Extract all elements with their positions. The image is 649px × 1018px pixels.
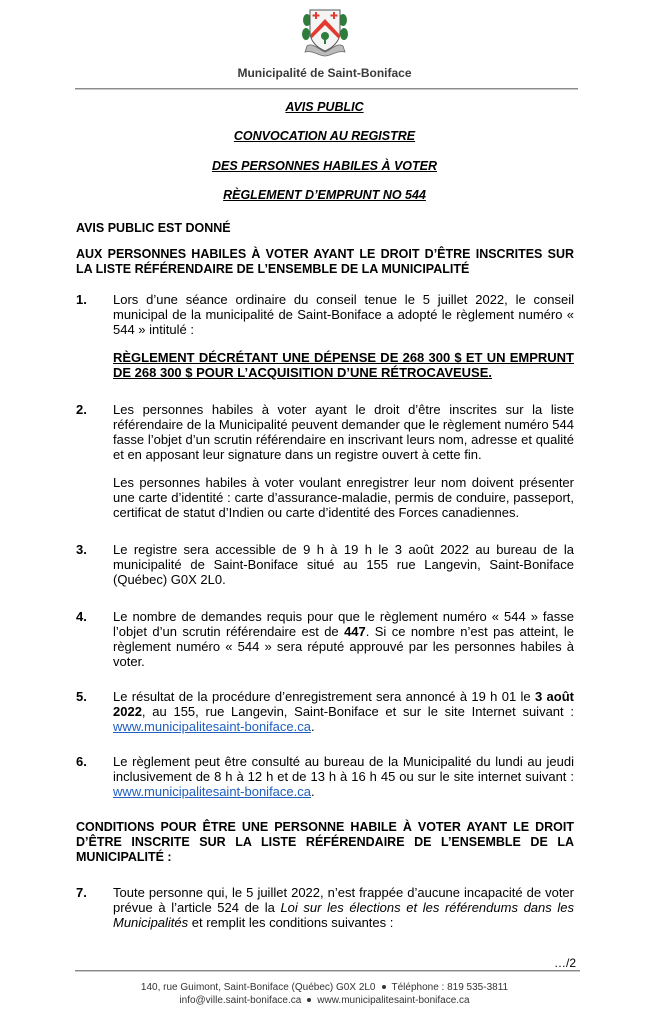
organization-name: Municipalité de Saint-Boniface [237, 66, 412, 80]
title-convocation: CONVOCATION AU REGISTRE [233, 129, 416, 143]
item-number: 6. [76, 754, 87, 769]
item-3-text: Le registre sera accessible de 9 h à 19 h le 3 août 2022 au bureau de la municipalité de Saint-Boniface situé au 155 rue Langevin, Saint-Boniface (Québec) G0X 2L0. [113, 542, 574, 587]
website-link[interactable]: www.municipalitesaint-boniface.ca [113, 719, 311, 734]
item-number: 7. [76, 885, 87, 900]
conditions-heading: CONDITIONS POUR ÊTRE UNE PERSONNE HABILE À VOTER AYANT LE DROIT D’ÊTRE INSCRITE SUR LA LISTE RÉFÉRENDAIRE DE L’ENSEMBLE DE LA MUNICIPALITÉ : [76, 820, 574, 864]
item-4-text [113, 609, 574, 669]
footer-phone: Téléphone : 819 535-3811 [391, 982, 509, 993]
title-reglement: RÈGLEMENT D’EMPRUNT NO 544 [223, 188, 426, 202]
item-7-text-b: et remplit les conditions suivantes : [188, 915, 394, 930]
intro-addressees: AUX PERSONNES HABILES À VOTER AYANT LE DROIT D’ÊTRE INSCRITES SUR LA LISTE RÉFÉRENDAIRE DE L’ENSEMBLE DE LA MUNICIPALITÉ [76, 247, 574, 276]
item-2-text: Les personnes habiles à voter ayant le droit d’être inscrites sur la liste référendaire de la Municipalité peuvent demander que le règlement numéro 544 fasse l’objet d’un scrutin référendaire en inscrivant leurs nom, adresse et qualité et en apposant leur signature dans un registre ouvert à cette fin. [113, 402, 574, 462]
header-divider [75, 88, 578, 90]
intro-given: AVIS PUBLIC EST DONNÉ [76, 221, 231, 235]
item-number: 4. [76, 609, 87, 624]
item-6-text-a: Le règlement peut être consulté au bureau de la Municipalité du lundi au jeudi inclusivement de 8 h à 12 h et de 13 h à 16 h 45 ou sur le site internet suivant : [113, 754, 574, 784]
title-avis-public: AVIS PUBLIC [285, 100, 364, 114]
bullet-icon [307, 998, 311, 1002]
coat-of-arms-icon [301, 6, 349, 58]
footer-address-line [0, 982, 649, 993]
law-title: Loi sur les élections et les référendums dans les Municipalités [113, 900, 574, 930]
item-number: 1. [76, 292, 87, 307]
item-number: 2. [76, 402, 87, 417]
item-5-text [113, 689, 574, 734]
footer-divider [75, 970, 580, 972]
regulation-title [113, 350, 574, 380]
footer-contact-line [0, 995, 649, 1006]
regulation-title-period: . [488, 365, 493, 380]
item-4-text-a: Le nombre de demandes requis pour que le règlement numéro « 544 » fasse l’objet d’un scrutin référendaire est de [113, 609, 574, 639]
footer-website[interactable]: www.municipalitesaint-boniface.ca [317, 995, 470, 1006]
item-5-end: . [310, 719, 315, 734]
item-5-text-b: , au 155, rue Langevin, Saint-Boniface et sur le site Internet suivant : [141, 704, 574, 719]
website-link[interactable]: www.municipalitesaint-boniface.ca [113, 784, 311, 799]
footer-email[interactable]: info@ville.saint-boniface.ca [179, 995, 302, 1006]
item-4-text-b: . Si ce nombre n’est pas atteint, le règlement numéro « 544 » sera réputé approuvé par les personnes habiles à voter. [113, 624, 575, 669]
footer-address: 140, rue Guimont, Saint-Boniface (Québec) G0X 2L0 [140, 982, 376, 993]
item-7-text-a: Toute personne qui, le 5 juillet 2022, n’est frappée d’aucune incapacité de voter prévue à l’article 524 de la [113, 885, 574, 915]
result-date: 3 août 2022 [113, 689, 574, 719]
page-continuation: …/2 [553, 956, 576, 970]
required-requests-count: 447 [344, 624, 366, 639]
item-1-text: Lors d’une séance ordinaire du conseil tenue le 5 juillet 2022, le conseil municipal de la municipalité de Saint-Boniface a adopté le règlement numéro « 544 » intitulé : [113, 292, 574, 337]
item-2-text-identity: Les personnes habiles à voter voulant enregistrer leur nom doivent présenter une carte d’identité : carte d’assurance-maladie, permis de conduire, passeport, certificat de statut d’Indien ou carte d’identité des Forces canadiennes. [113, 475, 574, 520]
item-number: 3. [76, 542, 87, 557]
item-6-end: . [310, 784, 315, 799]
item-5-text-a: Le résultat de la procédure d’enregistrement sera annoncé à 19 h 01 le [113, 689, 535, 704]
item-6-text [113, 754, 574, 799]
bullet-icon [382, 985, 386, 989]
title-personnes-habiles: DES PERSONNES HABILES À VOTER [211, 159, 438, 173]
regulation-title-text: RÈGLEMENT DÉCRÉTANT UNE DÉPENSE DE 268 300 $ ET UN EMPRUNT DE 268 300 $ POUR L’ACQUISITION D’UNE RÉTROCAVEUSE [113, 350, 574, 380]
item-number: 5. [76, 689, 87, 704]
item-7-text [113, 885, 574, 930]
